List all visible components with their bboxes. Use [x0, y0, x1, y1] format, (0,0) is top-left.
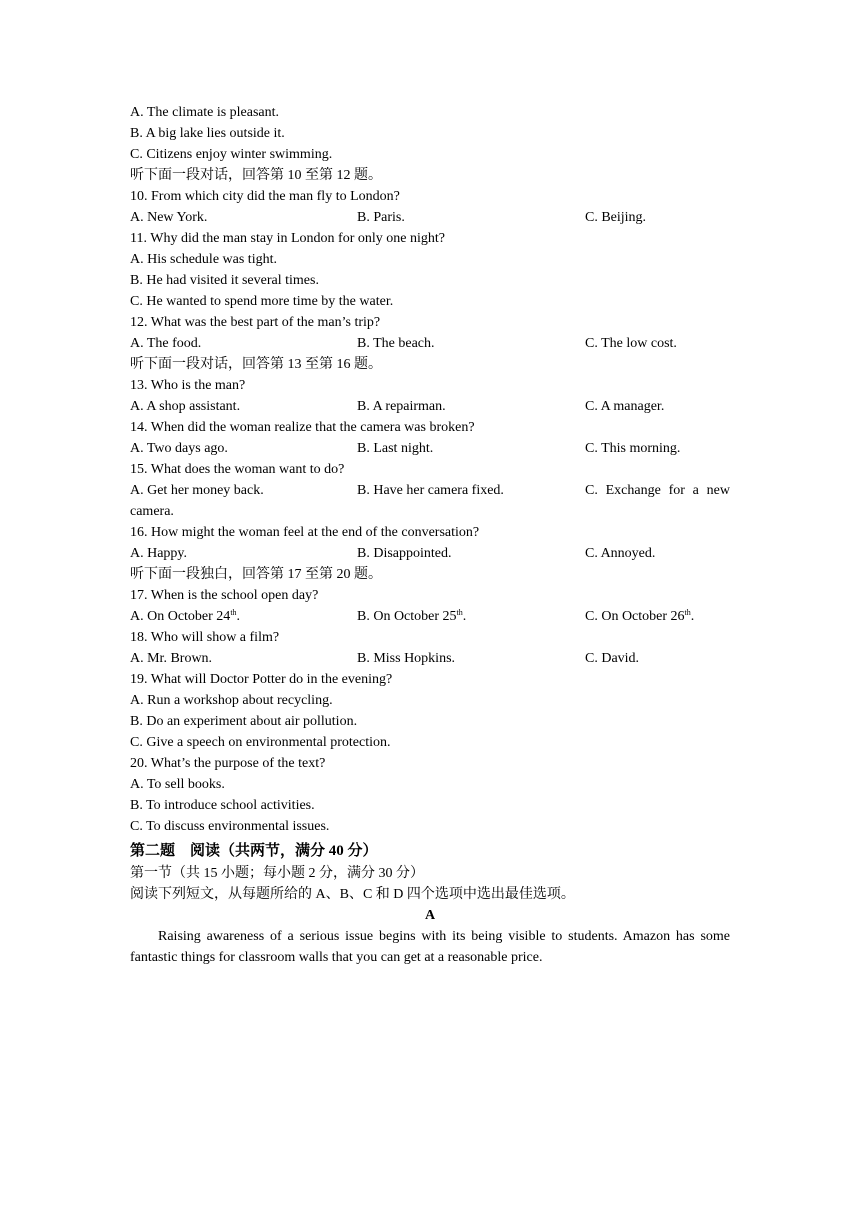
option-a: A. His schedule was tight.: [130, 252, 277, 267]
option-b: B. Have her camera fixed.: [357, 483, 504, 498]
section-one-note: 第一节（共 15 小题；每小题 2 分，满分 30 分）: [130, 866, 424, 881]
question-15: 15. What does the woman want to do?: [130, 462, 345, 477]
part-two-heading: 第二题 阅读（共两节，满分 40 分）: [130, 843, 378, 859]
options-17: [130, 606, 730, 627]
passage-paragraph: Raising awareness of a serious issue begins with its being visible to students. Amazon has some fantastic things for classroom walls that you can get at a reasonable price.: [130, 929, 730, 965]
ordinal-suffix: th: [684, 608, 691, 617]
option-b: B. A repairman.: [357, 399, 446, 414]
question-20: 20. What’s the purpose of the text?: [130, 756, 326, 771]
option-c: C. He wanted to spend more time by the water.: [130, 294, 394, 309]
option-a: A. A shop assistant.: [130, 399, 241, 414]
section-instruction: 听下面一段对话，回答第 10 至第 12 题。: [130, 168, 382, 183]
options-16: [130, 543, 730, 564]
option-c: C. Annoyed.: [585, 546, 656, 561]
option-c: C. The low cost.: [585, 336, 677, 351]
option-a: A. Mr. Brown.: [130, 651, 213, 666]
option-text: C. On October 26: [585, 609, 685, 624]
options-13: [130, 396, 730, 417]
option-line: A. The climate is pleasant.: [130, 105, 280, 120]
option-a: A. To sell books.: [130, 777, 225, 792]
options-15: [130, 480, 730, 501]
option-a: A. Happy.: [130, 546, 188, 561]
reading-instruction: 阅读下列短文，从每题所给的 A、B、C 和 D 四个选项中选出最佳选项。: [130, 887, 575, 902]
option-a: A. Run a workshop about recycling.: [130, 693, 333, 708]
option-b: [357, 606, 466, 627]
question-19: 19. What will Doctor Potter do in the evening?: [130, 672, 393, 687]
options-12: [130, 333, 730, 354]
option-c: C. A manager.: [585, 399, 665, 414]
option-c: C. To discuss environmental issues.: [130, 819, 330, 834]
option-text: B. On October 25: [357, 609, 457, 624]
option-b: B. The beach.: [357, 336, 435, 351]
period: .: [690, 609, 695, 624]
options-14: [130, 438, 730, 459]
question-11: 11. Why did the man stay in London for only one night?: [130, 231, 445, 246]
question-14: 14. When did the woman realize that the camera was broken?: [130, 420, 475, 435]
option-b: B. Disappointed.: [357, 546, 452, 561]
option-c: C. This morning.: [585, 441, 681, 456]
option-c-continued: camera.: [130, 504, 174, 519]
option-c: C. Beijing.: [585, 210, 647, 225]
option-b: B. Paris.: [357, 210, 405, 225]
question-16: 16. How might the woman feel at the end of the conversation?: [130, 525, 480, 540]
option-c: C. Exchange for a new: [585, 483, 730, 498]
option-b: B. To introduce school activities.: [130, 798, 315, 813]
option-c: C. David.: [585, 651, 640, 666]
options-18: [130, 648, 730, 669]
question-12: 12. What was the best part of the man’s trip?: [130, 315, 381, 330]
option-a: A. New York.: [130, 210, 208, 225]
question-10: 10. From which city did the man fly to London?: [130, 189, 400, 204]
options-10: [130, 207, 730, 228]
exam-content: [130, 102, 730, 968]
option-c: [585, 606, 694, 627]
option-text: A. On October 24: [130, 609, 231, 624]
option-a: A. Two days ago.: [130, 441, 228, 456]
option-c: C. Give a speech on environmental protection.: [130, 735, 391, 750]
option-line: C. Citizens enjoy winter swimming.: [130, 147, 333, 162]
section-instruction: 听下面一段独白，回答第 17 至第 20 题。: [130, 567, 382, 582]
ordinal-suffix: th: [230, 608, 237, 617]
period: .: [236, 609, 241, 624]
question-17: 17. When is the school open day?: [130, 588, 319, 603]
option-b: B. Miss Hopkins.: [357, 651, 456, 666]
option-b: B. He had visited it several times.: [130, 273, 319, 288]
option-a: A. The food.: [130, 336, 202, 351]
question-18: 18. Who will show a film?: [130, 630, 280, 645]
passage-label: A: [424, 908, 436, 923]
option-b: B. Last night.: [357, 441, 434, 456]
option-a: A. Get her money back.: [130, 483, 264, 498]
question-13: 13. Who is the man?: [130, 378, 246, 393]
option-b: B. Do an experiment about air pollution.: [130, 714, 358, 729]
period: .: [462, 609, 467, 624]
section-instruction: 听下面一段对话，回答第 13 至第 16 题。: [130, 357, 382, 372]
option-a: [130, 606, 240, 627]
option-line: B. A big lake lies outside it.: [130, 126, 285, 141]
ordinal-suffix: th: [456, 608, 463, 617]
